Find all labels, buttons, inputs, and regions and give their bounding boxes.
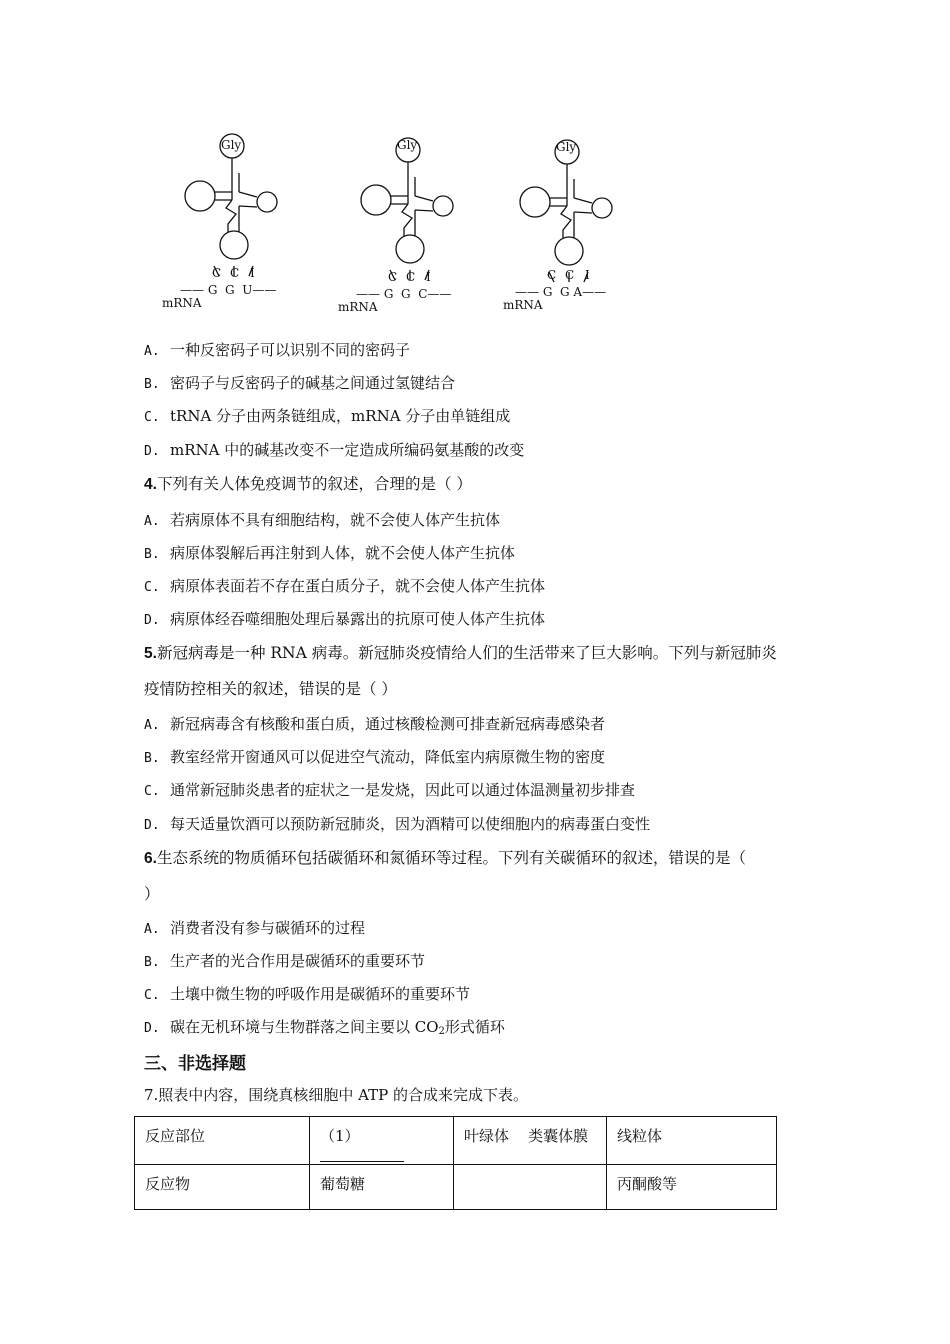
option-text: 通常新冠肺炎患者的症状之一是发烧，因此可以通过体温测量初步排查 (170, 781, 636, 799)
option-text: 每天适量饮酒可以预防新冠肺炎，因为酒精可以使细胞内的病毒蛋白变性 (170, 815, 651, 833)
subscript: 2 (438, 1026, 445, 1037)
table-cell: 丙酮酸等 (607, 1165, 777, 1210)
blank-label: （1） (320, 1127, 360, 1145)
mrna-codon: —— G G U—— (180, 283, 277, 297)
option-text: 教室经常开窗通风可以促进空气流动，降低室内病原微生物的密度 (170, 748, 606, 766)
question-text: ） (144, 885, 160, 903)
option-text: 一种反密码子可以识别不同的密码子 (170, 341, 411, 359)
option-text: 土壤中微生物的呼吸作用是碳循环的重要环节 (170, 985, 471, 1003)
q4-option-a[interactable] (144, 510, 500, 532)
option-text-part: 形式循环 (444, 1018, 505, 1036)
q6-stem-cont (144, 884, 160, 904)
amino-acid-label: Gly (556, 140, 577, 154)
answer-blank[interactable] (320, 1147, 404, 1162)
table-cell: 线粒体 (607, 1117, 777, 1165)
q6-option-b[interactable] (144, 951, 425, 973)
mrna-codon: —— G G C—— (356, 287, 452, 301)
q5-stem-cont (144, 679, 397, 699)
question-text: 生态系统的物质循环包括碳循环和氮循环等过程。下列有关碳循环的叙述，错误的是（ (156, 849, 746, 867)
option-text-part: 碳在无机环境与生物群落之间主要以 CO (170, 1018, 439, 1036)
table-row (135, 1117, 777, 1165)
option-text: 新冠病毒含有核酸和蛋白质，通过核酸检测可排查新冠病毒感染者 (170, 715, 606, 733)
trna-figure (150, 128, 800, 323)
table-cell[interactable] (454, 1165, 607, 1210)
option-text (170, 1018, 505, 1036)
table-cell: 叶绿体 类囊体膜 (454, 1117, 607, 1165)
table-cell (310, 1117, 454, 1165)
option-label: A. (144, 922, 160, 937)
table-cell: 葡萄糖 (310, 1165, 454, 1210)
q5-option-b[interactable] (144, 747, 605, 769)
mrna-label: mRNA (162, 296, 202, 310)
question-number: 4. (144, 476, 157, 493)
q4-stem (144, 474, 472, 495)
q4-option-d[interactable] (144, 609, 545, 631)
option-label: A. (144, 514, 160, 529)
atp-table (134, 1116, 777, 1210)
option-label: D. (144, 1021, 160, 1036)
q3-option-b[interactable] (144, 373, 455, 395)
amino-acid-label: Gly (397, 138, 418, 152)
option-text: 病原体经吞噬细胞处理后暴露出的抗原可使人体产生抗体 (170, 610, 546, 628)
q7-stem: 7.照表中内容，围绕真核细胞中 ATP 的合成来完成下表。 (144, 1086, 528, 1104)
anticodon-base: I (426, 270, 431, 284)
option-label: C. (144, 410, 160, 425)
option-text: 密码子与反密码子的碱基之间通过氢键结合 (170, 374, 456, 392)
option-label: B. (144, 955, 160, 970)
q3-option-d[interactable] (144, 440, 524, 462)
question-number: 5. (144, 645, 157, 662)
q6-option-d[interactable] (144, 1017, 505, 1042)
table-cell: 反应部位 (135, 1117, 310, 1165)
q5-option-d[interactable] (144, 814, 650, 836)
q6-option-c[interactable] (144, 984, 470, 1006)
trna-3 (485, 128, 635, 323)
option-label: D. (144, 818, 160, 833)
option-label: B. (144, 547, 160, 562)
option-label: B. (144, 751, 160, 766)
anticodon-base: C (406, 270, 416, 284)
question-number: 6. (144, 850, 157, 867)
anticodon-base: C (230, 266, 240, 280)
option-text: mRNA 中的碱基改变不一定造成所编码氨基酸的改变 (170, 441, 525, 459)
option-label: C. (144, 580, 160, 595)
option-text: tRNA 分子由两条链组成，mRNA 分子由单链组成 (170, 407, 511, 425)
q4-option-b[interactable] (144, 543, 515, 565)
option-text: 生产者的光合作用是碳循环的重要环节 (170, 952, 426, 970)
trna-2 (326, 128, 476, 323)
amino-acid-label: Gly (221, 138, 242, 152)
option-label: B. (144, 377, 160, 392)
question-text: 疫情防控相关的叙述，错误的是（ ） (144, 680, 397, 698)
anticodon-base: C (547, 268, 557, 282)
anticodon-base: C (212, 266, 222, 280)
q6-stem (144, 848, 746, 869)
option-text: 若病原体不具有细胞结构，就不会使人体产生抗体 (170, 511, 501, 529)
option-label: A. (144, 718, 160, 733)
mrna-codon: —— G G A—— (515, 285, 607, 299)
q3-option-a[interactable] (144, 340, 410, 362)
option-label: A. (144, 344, 160, 359)
anticodon-base: C (388, 270, 398, 284)
q6-option-a[interactable] (144, 918, 365, 940)
q5-option-a[interactable] (144, 714, 605, 736)
q4-option-c[interactable] (144, 576, 545, 598)
question-text: 下列有关人体免疫调节的叙述，合理的是（ ） (156, 475, 472, 493)
anticodon-base: C (565, 268, 575, 282)
mrna-label: mRNA (503, 298, 543, 312)
table-cell: 反应物 (135, 1165, 310, 1210)
q5-option-c[interactable] (144, 780, 635, 802)
section-title: 三、非选择题 (144, 1054, 246, 1074)
q5-stem (144, 643, 777, 664)
option-text: 病原体表面若不存在蛋白质分子，就不会使人体产生抗体 (170, 577, 546, 595)
option-text: 消费者没有参与碳循环的过程 (170, 919, 366, 937)
question-text: 新冠病毒是一种 RNA 病毒。新冠肺炎疫情给人们的生活带来了巨大影响。下列与新冠肺炎 (156, 644, 777, 662)
anticodon-base: I (585, 268, 590, 282)
q3-option-c[interactable] (144, 406, 510, 428)
option-text: 病原体裂解后再注射到人体，就不会使人体产生抗体 (170, 544, 516, 562)
option-label: D. (144, 444, 160, 459)
table-row (135, 1165, 777, 1210)
anticodon-base: I (250, 266, 255, 280)
trna-1 (150, 128, 300, 323)
option-label: C. (144, 784, 160, 799)
mrna-label: mRNA (338, 300, 378, 314)
option-label: C. (144, 988, 160, 1003)
option-label: D. (144, 613, 160, 628)
